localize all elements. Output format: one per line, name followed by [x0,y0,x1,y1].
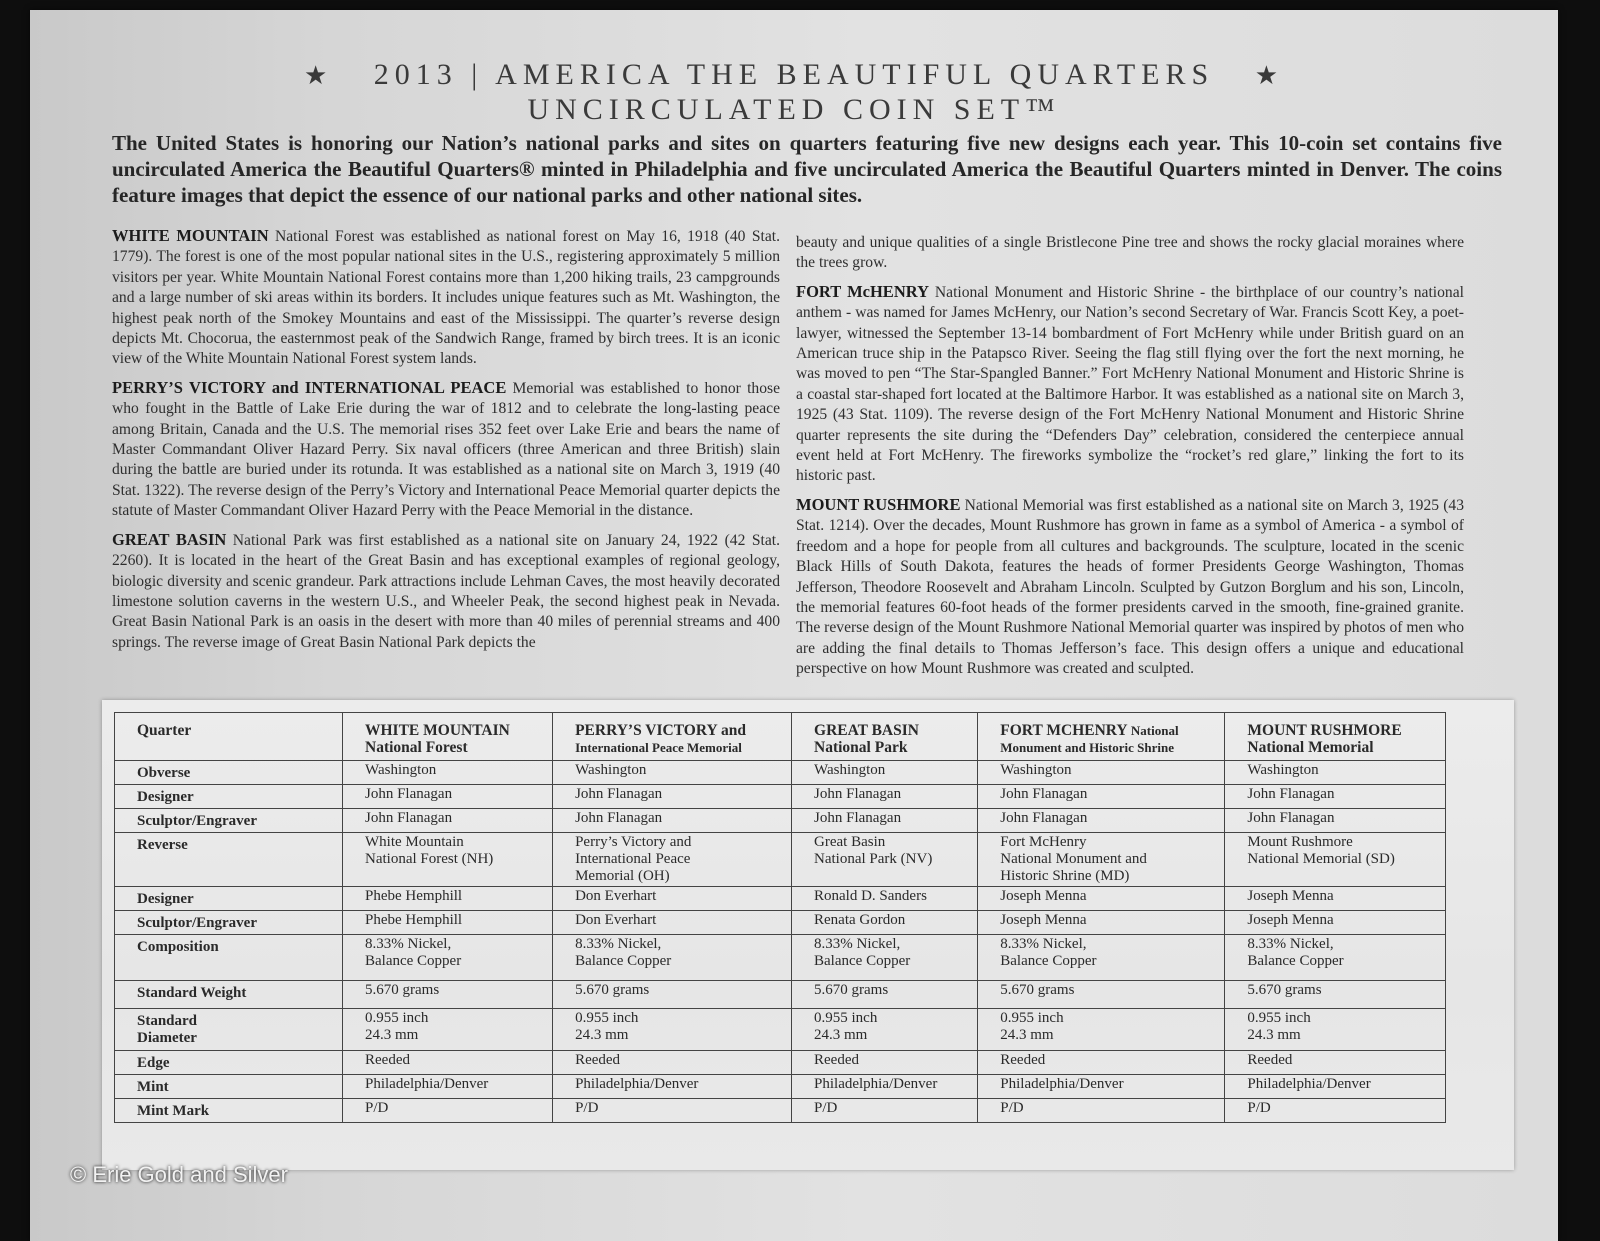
great-basin-continued: beauty and unique qualities of a single Bristlecone Pine tree and shows the rocky glacial moraines where the trees grow. [796,234,1464,272]
specifications-table [114,712,1446,1123]
row-label: Reverse [115,833,343,887]
column-header [343,713,553,761]
table-cell: Renata Gordon [792,911,978,935]
table-header-row [115,713,1446,761]
table-cell: John Flanagan [343,785,553,809]
row-label: Sculptor/Engraver [115,809,343,833]
left-column [112,226,780,661]
table-row [115,911,1446,935]
watermark: © Erie Gold and Silver [70,1162,288,1187]
table-cell: Philadelphia/Denver [978,1075,1225,1099]
table-cell: Washington [978,761,1225,785]
table-cell: 8.33% Nickel, Balance Copper [978,935,1225,981]
row-label: Composition [115,935,343,981]
section-body: Memorial was established to honor those who fought in the Battle of Lake Erie during the war of 1812 and to celebrate the long-lasting peace among Britain, Canada and the U.S. The memorial rises 352 feet over Lake Erie and bears the name of Master Commandant Oliver Hazard Perry. Six naval officers (three American and three British) slain during the battle are buried under its rotunda. It was established as a national site on March 3, 1919 (40 Stat. 1322). The reverse design of the Perry’s Victory and International Peace Memorial quarter depicts the statute of Master Commandant Oliver Hazard Perry with the Peace Memorial in the distance. [112,379,780,520]
table-cell: P/D [553,1099,792,1123]
table-cell: Philadelphia/Denver [1225,1075,1446,1099]
column-header-line1-small: National [1127,723,1179,738]
table-cell: Ronald D. Sanders [792,887,978,911]
specifications-table-panel [102,700,1514,1170]
table-row [115,809,1446,833]
title-line-1 [30,58,1558,92]
column-header-line2: National Forest [365,739,468,756]
column-header-line1: MOUNT RUSHMORE [1247,722,1402,739]
table-cell: 5.670 grams [1225,981,1446,1009]
perrys-victory-section [112,378,780,522]
table-cell: Joseph Menna [1225,911,1446,935]
section-body: National Park was first established as a national site on January 24, 1922 (42 Stat. 2260). It is located in the heart of the Great Basin and has exceptional examples of regional geology, biologic diversity and scenic grandeur. Park attractions include Lehman Caves, the most heavily decorated limestone solution caverns in the western U.S., and Wheeler Peak, the second highest peak in Nevada. Great Basin National Park is an oasis in the desert with more than 40 miles of perennial streams and 400 springs. The reverse image of Great Basin National Park depicts the [112,531,781,651]
row-label: Designer [115,887,343,911]
table-cell: 0.955 inch 24.3 mm [792,1009,978,1051]
table-cell: P/D [792,1099,978,1123]
table-row [115,1075,1446,1099]
star-left-icon: ★ [303,61,334,90]
table-cell: P/D [1225,1099,1446,1123]
table-cell: Philadelphia/Denver [343,1075,553,1099]
row-label: Mint [115,1075,343,1099]
table-row [115,981,1446,1009]
table-cell: Perry’s Victory and International Peace Memorial (OH) [553,833,792,887]
table-cell: Philadelphia/Denver [792,1075,978,1099]
table-cell: P/D [343,1099,553,1123]
table-cell: 5.670 grams [553,981,792,1009]
table-cell: 8.33% Nickel, Balance Copper [553,935,792,981]
column-header-line1: WHITE MOUNTAIN [365,722,510,739]
section-body: National Memorial was first established as a national site on March 3, 1925 (43 Stat. 1214). Over the decades, Mount Rushmore has grown in fame as a symbol of America - a symbol of freedom and a hope for people from all cultures and backgrounds. The sculpture, located in the scenic Black Hills of South Dakota, features the heads of former Presidents George Washington, Thomas Jefferson, Theodore Roosevelt and Abraham Lincoln. Sculpted by Gutzon Borglum and his son, Lincoln, the memorial features 60-foot heads of the former presidents carved in the smooth, fine-grained granite. The reverse design of the Mount Rushmore National Memorial quarter was inspired by photos of men who are adding the final details to Thomas Jefferson’s face. This design offers a unique and educational perspective on how Mount Rushmore was created and sculpted. [796,496,1464,678]
table-cell: John Flanagan [553,809,792,833]
column-header [553,713,792,761]
column-header-line1: FORT MCHENRY [1000,722,1128,739]
table-cell: 0.955 inch 24.3 mm [978,1009,1225,1051]
table-row [115,935,1446,981]
table-cell: Philadelphia/Denver [553,1075,792,1099]
section-heading: GREAT BASIN [112,529,227,549]
table-corner-header: Quarter [115,713,343,761]
great-basin-section [112,530,780,653]
table-cell: Washington [343,761,553,785]
table-cell: 8.33% Nickel, Balance Copper [1225,935,1446,981]
table-cell: Phebe Hemphill [343,911,553,935]
column-header [978,713,1225,761]
table-cell: Joseph Menna [1225,887,1446,911]
section-heading: PERRY’S VICTORY and INTERNATIONAL PEACE [112,377,507,397]
table-cell: John Flanagan [1225,785,1446,809]
section-heading: WHITE MOUNTAIN [112,226,269,245]
table-cell: Washington [792,761,978,785]
white-mountain-section [112,226,780,370]
table-cell: Washington [1225,761,1446,785]
table-cell: Fort McHenry National Monument and Historic Shrine (MD) [978,833,1225,887]
row-label: Standard Weight [115,981,343,1009]
star-right-icon: ★ [1254,61,1285,90]
column-header-line1: PERRY’S VICTORY and [575,722,746,739]
table-cell: 5.670 grams [792,981,978,1009]
mount-rushmore-section [796,495,1464,680]
right-column [796,233,1464,688]
section-heading: MOUNT RUSHMORE [796,494,961,514]
table-cell: Reeded [1225,1051,1446,1075]
table-cell: John Flanagan [978,809,1225,833]
table-cell: 5.670 grams [978,981,1225,1009]
column-header-line2: Monument and Historic Shrine [1000,740,1174,755]
row-label: Designer [115,785,343,809]
table-cell: Reeded [792,1051,978,1075]
table-row [115,1099,1446,1123]
table-row [115,1009,1446,1051]
coin-set-insert-card [30,10,1558,1241]
table-cell: Reeded [343,1051,553,1075]
table-cell: Joseph Menna [978,911,1225,935]
table-cell: Reeded [978,1051,1225,1075]
table-cell: John Flanagan [553,785,792,809]
table-cell: 0.955 inch 24.3 mm [1225,1009,1446,1051]
table-cell: Don Everhart [553,887,792,911]
table-row [115,785,1446,809]
table-cell: John Flanagan [792,809,978,833]
table-cell: White Mountain National Forest (NH) [343,833,553,887]
table-cell: 8.33% Nickel, Balance Copper [343,935,553,981]
table-cell: Joseph Menna [978,887,1225,911]
row-label: Obverse [115,761,343,785]
table-cell: Reeded [553,1051,792,1075]
table-cell: Phebe Hemphill [343,887,553,911]
row-label: Sculptor/Engraver [115,911,343,935]
table-row [115,833,1446,887]
row-label: Mint Mark [115,1099,343,1123]
table-row [115,1051,1446,1075]
table-cell: 0.955 inch 24.3 mm [343,1009,553,1051]
table-cell: P/D [978,1099,1225,1123]
column-header [1225,713,1446,761]
row-label: Edge [115,1051,343,1075]
column-header [792,713,978,761]
table-cell: 0.955 inch 24.3 mm [553,1009,792,1051]
column-header-line1: GREAT BASIN [814,722,919,739]
section-body: National Forest was established as national forest on May 16, 1918 (40 Stat. 1779). The forest is one of the most popular national sites in the U.S., registering approximately 5 million visitors per year. White Mountain National Forest contains more than 1,200 hiking trails, 23 campgrounds and a large number of ski areas within its borders. It includes unique features such as Mt. Washington, the highest peak north of the Smokey Mountains and east of the Mississippi. The quarter’s reverse design depicts Mt. Chocorua, the easternmost peak of the Sandwich Range, framed by birch trees. It is an iconic view of the White Mountain National Forest system lands. [112,228,780,368]
fort-mchenry-section [796,282,1464,487]
title-line-2: UNCIRCULATED COIN SET™ [527,93,1061,126]
table-cell: Great Basin National Park (NV) [792,833,978,887]
title-text-1: 2013 | AMERICA THE BEAUTIFUL QUARTERS [373,58,1215,91]
table-cell: John Flanagan [978,785,1225,809]
table-cell: John Flanagan [792,785,978,809]
table-cell: John Flanagan [1225,809,1446,833]
column-header-line2: International Peace Memorial [575,740,742,755]
table-cell: Washington [553,761,792,785]
table-body [115,761,1446,1123]
table-cell: John Flanagan [343,809,553,833]
table-cell: 8.33% Nickel, Balance Copper [792,935,978,981]
section-body: National Monument and Historic Shrine - the birthplace of our country’s national anthem - was named for James McHenry, our Nation’s second Secretary of War. Francis Scott Key, a poet-lawyer, witnessed the September 13-14 bombardment of Fort McHenry while under British guard on an American truce ship in the Patapsco River. Seeing the flag still flying over the fort the next morning, he was moved to pen “The Star-Spangled Banner.” Fort McHenry National Monument and Historic Shrine is a coastal star-shaped fort located at the Baltimore Harbor. It was established as a national site on March 3, 1925 (43 Stat. 1109). The reverse design of the Fort McHenry National Monument and Historic Shrine quarter represents the site during the “Defenders Day” celebration, considered the centerpiece annual event held at Fort McHenry. The fireworks symbolize the “rocket’s red glare,” linking the fort to its historic past. [796,283,1464,485]
table-cell: Don Everhart [553,911,792,935]
table-cell: 5.670 grams [343,981,553,1009]
table-row [115,761,1446,785]
column-header-line2: National Memorial [1247,739,1374,756]
row-label: Standard Diameter [115,1009,343,1051]
intro-paragraph: The United States is honoring our Nation’s national parks and sites on quarters featuring five new designs each year. This 10-coin set contains five uncirculated America the Beautiful Quarters® minted in Philadelphia and five uncirculated America the Beautiful Quarters minted in Denver. The coins feature images that depict the essence of our national parks and other national sites. [112,131,1502,207]
table-row [115,887,1446,911]
table-cell: Mount Rushmore National Memorial (SD) [1225,833,1446,887]
section-heading: FORT McHENRY [796,281,929,301]
column-header-line2: National Park [814,739,908,756]
